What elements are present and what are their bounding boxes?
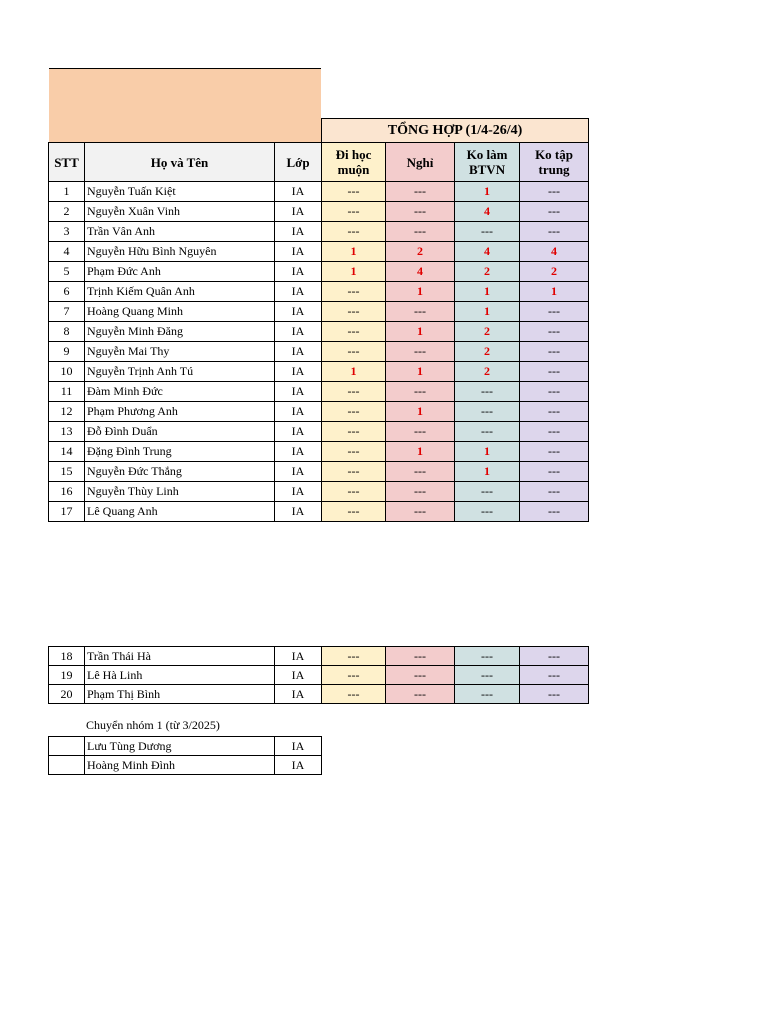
name-cell: Nguyễn Đức Thắng	[85, 462, 275, 482]
table-row	[49, 302, 589, 322]
homework-cell: 1	[455, 442, 520, 462]
name-cell: Nguyễn Tuấn Kiệt	[85, 182, 275, 202]
transfer-note: Chuyển nhóm 1 (từ 3/2025)	[86, 718, 220, 732]
homework-cell: ---	[455, 666, 520, 685]
homework-cell: 1	[455, 462, 520, 482]
name-cell: Đàm Minh Đức	[85, 382, 275, 402]
header-class: Lớp	[275, 143, 322, 182]
stt-cell: 8	[49, 322, 85, 342]
homework-cell: 2	[455, 342, 520, 362]
table-row	[49, 462, 589, 482]
homework-cell: 4	[455, 202, 520, 222]
late-cell: ---	[322, 202, 386, 222]
header-focus-line1: Ko tập	[535, 147, 573, 162]
late-cell: ---	[322, 322, 386, 342]
late-cell: 1	[322, 242, 386, 262]
class-cell: IA	[275, 685, 322, 704]
name-cell: Nguyễn Thùy Linh	[85, 482, 275, 502]
class-cell: IA	[275, 342, 322, 362]
name-cell: Nguyễn Minh Đăng	[85, 322, 275, 342]
name-cell: Nguyễn Xuân Vinh	[85, 202, 275, 222]
header-late	[322, 143, 386, 182]
stt-cell: 10	[49, 362, 85, 382]
stt-cell: 5	[49, 262, 85, 282]
homework-cell: 1	[455, 282, 520, 302]
focus-cell: ---	[520, 666, 589, 685]
homework-cell: ---	[455, 382, 520, 402]
focus-cell: ---	[520, 382, 589, 402]
homework-cell: 2	[455, 362, 520, 382]
header-homework-line2: BTVN	[468, 162, 506, 177]
stt-cell: 13	[49, 422, 85, 442]
homework-cell: 2	[455, 322, 520, 342]
name-cell: Trịnh Kiếm Quân Anh	[85, 282, 275, 302]
stt-cell: 1	[49, 182, 85, 202]
table-row	[49, 502, 589, 522]
name-cell: Đỗ Đình Duẩn	[85, 422, 275, 442]
table-row	[49, 282, 589, 302]
name-cell: Phạm Đức Anh	[85, 262, 275, 282]
table-row	[49, 382, 589, 402]
late-cell: ---	[322, 482, 386, 502]
absent-cell: ---	[386, 222, 455, 242]
focus-cell: ---	[520, 302, 589, 322]
absent-cell: 4	[386, 262, 455, 282]
name-cell: Hoàng Minh Đình	[85, 756, 275, 775]
name-cell: Nguyễn Trịnh Anh Tú	[85, 362, 275, 382]
absent-cell: ---	[386, 462, 455, 482]
absent-cell: 1	[386, 362, 455, 382]
absent-cell: ---	[386, 685, 455, 704]
table-row	[49, 422, 589, 442]
focus-cell: ---	[520, 182, 589, 202]
class-cell: IA	[275, 262, 322, 282]
focus-cell: ---	[520, 482, 589, 502]
stt-cell: 11	[49, 382, 85, 402]
absent-cell: ---	[386, 182, 455, 202]
homework-cell: 1	[455, 302, 520, 322]
absent-cell: 1	[386, 442, 455, 462]
table-row	[49, 685, 589, 704]
late-cell: 1	[322, 262, 386, 282]
header-homework-line1: Ko làm	[466, 147, 508, 162]
late-cell: ---	[322, 422, 386, 442]
name-cell: Trần Vân Anh	[85, 222, 275, 242]
name-cell: Đặng Đình Trung	[85, 442, 275, 462]
stt-cell: 20	[49, 685, 85, 704]
focus-cell: ---	[520, 442, 589, 462]
table-row	[49, 482, 589, 502]
name-cell: Lưu Tùng Dương	[85, 737, 275, 756]
homework-cell: ---	[455, 422, 520, 442]
column-header-row	[49, 143, 589, 182]
homework-cell: ---	[455, 222, 520, 242]
header-absent: Nghỉ	[386, 143, 455, 182]
focus-cell: ---	[520, 422, 589, 442]
late-cell: ---	[322, 685, 386, 704]
table-row	[49, 262, 589, 282]
stt-cell	[49, 756, 85, 775]
table-row	[49, 756, 322, 775]
late-cell: ---	[322, 342, 386, 362]
header-focus-line2: trung	[538, 162, 570, 177]
focus-cell: ---	[520, 647, 589, 666]
table-row	[49, 442, 589, 462]
late-cell: ---	[322, 442, 386, 462]
absent-cell: 2	[386, 242, 455, 262]
table-row	[49, 202, 589, 222]
header-stt: STT	[49, 143, 85, 182]
stt-cell: 17	[49, 502, 85, 522]
table-row	[49, 666, 589, 685]
late-cell: ---	[322, 282, 386, 302]
class-cell: IA	[275, 482, 322, 502]
header-name: Họ và Tên	[85, 143, 275, 182]
homework-cell: 4	[455, 242, 520, 262]
name-cell: Nguyễn Hữu Bình Nguyên	[85, 242, 275, 262]
table-row	[49, 402, 589, 422]
absent-cell: ---	[386, 482, 455, 502]
absent-cell: ---	[386, 382, 455, 402]
attendance-table	[48, 118, 589, 522]
table-row	[49, 342, 589, 362]
name-cell: Phạm Phương Anh	[85, 402, 275, 422]
class-cell: IA	[275, 302, 322, 322]
name-cell: Lê Hà Linh	[85, 666, 275, 685]
late-cell: ---	[322, 666, 386, 685]
table-row	[49, 647, 589, 666]
focus-cell: ---	[520, 342, 589, 362]
name-cell: Lê Quang Anh	[85, 502, 275, 522]
late-cell: ---	[322, 182, 386, 202]
name-cell: Hoàng Quang Minh	[85, 302, 275, 322]
attendance-table-continued	[48, 646, 589, 704]
class-cell: IA	[275, 737, 322, 756]
focus-cell: ---	[520, 502, 589, 522]
table-row	[49, 362, 589, 382]
table-row	[49, 182, 589, 202]
late-cell: 1	[322, 362, 386, 382]
name-cell: Phạm Thị Bình	[85, 685, 275, 704]
absent-cell: ---	[386, 342, 455, 362]
class-cell: IA	[275, 362, 322, 382]
stt-cell: 6	[49, 282, 85, 302]
class-cell: IA	[275, 382, 322, 402]
homework-cell: ---	[455, 647, 520, 666]
absent-cell: ---	[386, 302, 455, 322]
class-cell: IA	[275, 282, 322, 302]
focus-cell: ---	[520, 462, 589, 482]
summary-title: TỔNG HỢP (1/4-26/4)	[322, 119, 589, 143]
focus-cell: 2	[520, 262, 589, 282]
stt-cell	[49, 737, 85, 756]
header-focus	[520, 143, 589, 182]
homework-cell: ---	[455, 685, 520, 704]
table-row	[49, 322, 589, 342]
class-cell: IA	[275, 442, 322, 462]
summary-title-row	[49, 119, 589, 143]
absent-cell: 1	[386, 322, 455, 342]
absent-cell: ---	[386, 422, 455, 442]
class-cell: IA	[275, 222, 322, 242]
stt-cell: 3	[49, 222, 85, 242]
focus-cell: ---	[520, 202, 589, 222]
class-cell: IA	[275, 202, 322, 222]
late-cell: ---	[322, 402, 386, 422]
absent-cell: 1	[386, 402, 455, 422]
table-row	[49, 242, 589, 262]
table-row	[49, 222, 589, 242]
stt-cell: 9	[49, 342, 85, 362]
stt-cell: 14	[49, 442, 85, 462]
header-late-line2: muộn	[337, 162, 370, 177]
homework-cell: 1	[455, 182, 520, 202]
stt-cell: 15	[49, 462, 85, 482]
table-row	[49, 737, 322, 756]
stt-cell: 12	[49, 402, 85, 422]
class-cell: IA	[275, 242, 322, 262]
focus-cell: ---	[520, 222, 589, 242]
absent-cell: ---	[386, 666, 455, 685]
stt-cell: 7	[49, 302, 85, 322]
class-cell: IA	[275, 647, 322, 666]
class-cell: IA	[275, 666, 322, 685]
class-cell: IA	[275, 756, 322, 775]
late-cell: ---	[322, 647, 386, 666]
absent-cell: ---	[386, 202, 455, 222]
late-cell: ---	[322, 502, 386, 522]
homework-cell: 2	[455, 262, 520, 282]
class-cell: IA	[275, 422, 322, 442]
late-cell: ---	[322, 222, 386, 242]
late-cell: ---	[322, 462, 386, 482]
late-cell: ---	[322, 302, 386, 322]
focus-cell: 1	[520, 282, 589, 302]
class-cell: IA	[275, 322, 322, 342]
stt-cell: 2	[49, 202, 85, 222]
stt-cell: 16	[49, 482, 85, 502]
class-cell: IA	[275, 182, 322, 202]
header-homework	[455, 143, 520, 182]
blank-cell	[49, 119, 322, 143]
name-cell: Nguyễn Mai Thy	[85, 342, 275, 362]
focus-cell: ---	[520, 322, 589, 342]
absent-cell: ---	[386, 647, 455, 666]
header-late-line1: Đi học	[335, 147, 372, 162]
focus-cell: ---	[520, 362, 589, 382]
homework-cell: ---	[455, 482, 520, 502]
focus-cell: ---	[520, 685, 589, 704]
transferred-students-table	[48, 736, 322, 775]
name-cell: Trần Thái Hà	[85, 647, 275, 666]
focus-cell: 4	[520, 242, 589, 262]
late-cell: ---	[322, 382, 386, 402]
class-cell: IA	[275, 462, 322, 482]
stt-cell: 18	[49, 647, 85, 666]
homework-cell: ---	[455, 402, 520, 422]
stt-cell: 19	[49, 666, 85, 685]
focus-cell: ---	[520, 402, 589, 422]
class-cell: IA	[275, 402, 322, 422]
stt-cell: 4	[49, 242, 85, 262]
absent-cell: 1	[386, 282, 455, 302]
absent-cell: ---	[386, 502, 455, 522]
class-cell: IA	[275, 502, 322, 522]
homework-cell: ---	[455, 502, 520, 522]
